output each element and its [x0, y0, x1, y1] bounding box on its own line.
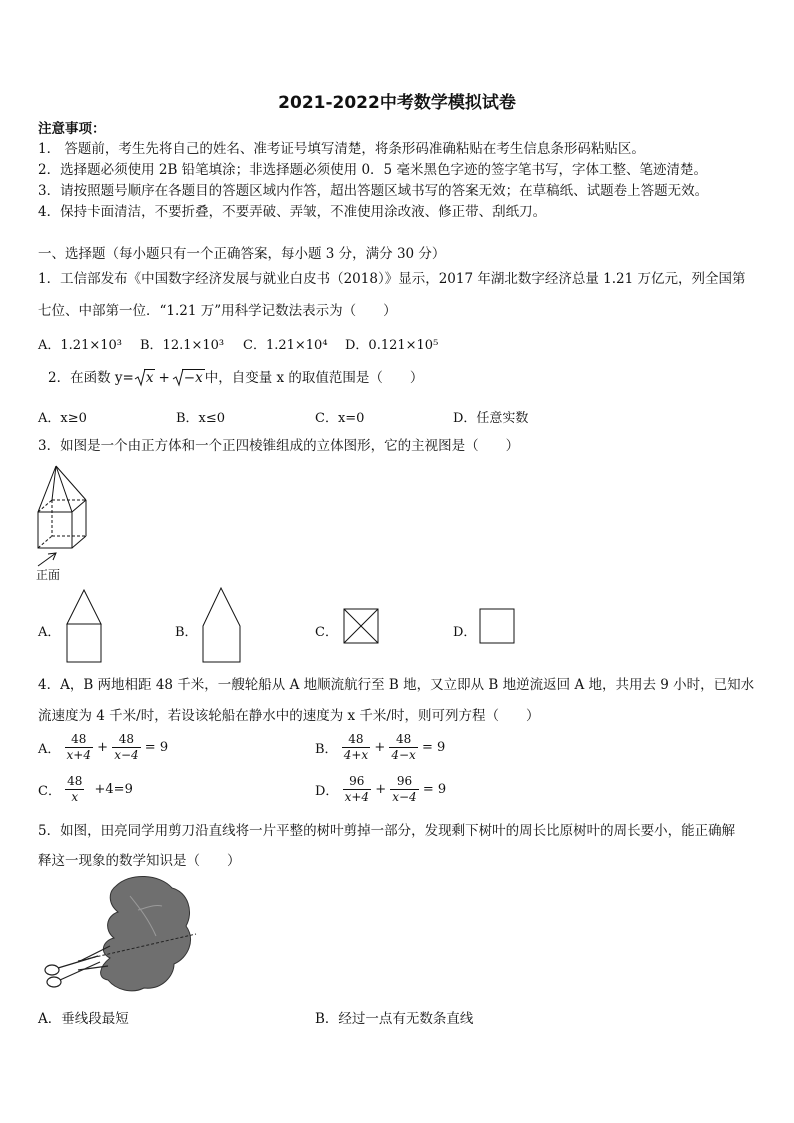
q3-option-a-label: A． — [38, 625, 61, 640]
q3-solid-figure — [34, 462, 94, 582]
q1-option-c: C．1.21×10⁴ — [243, 338, 328, 353]
q3-option-b-label: B． — [175, 625, 198, 640]
q4-option-c: C． $\frac{48}{x}$ +4=9 — [38, 774, 133, 804]
page-title: 2021-2022中考数学模拟试卷 — [278, 93, 516, 113]
q4-option-d: D． $\frac{96}{x+4}$ + $\frac{96}{x-4}$ = 9 — [315, 774, 447, 804]
q2-prefix: 2．在函数 y= — [48, 370, 134, 386]
notes-item-2: 2．选择题必须使用 2B 铅笔填涂；非选择题必须使用 0．5 毫米黑色字迹的签字笔书写，字体工整、笔迹清楚。 — [38, 162, 707, 178]
q3-option-d-label: D． — [453, 625, 477, 640]
radical-sign-icon — [173, 368, 183, 386]
scissors-icon — [45, 946, 110, 987]
q1-line2: 七位、中部第一位．“1.21 万”用科学记数法表示为（ ） — [38, 303, 397, 319]
q2-suffix: 中，自变量 x 的取值范围是（ ） — [204, 370, 424, 386]
q3-option-a-figure — [66, 588, 106, 668]
q5-leaf-scissors-figure — [38, 866, 198, 1001]
q4-option-b: B． $\frac{48}{4+x}$ + $\frac{48}{4-x}$ = 9 — [315, 732, 446, 762]
q5-line1: 5．如图，田亮同学用剪刀沿直线将一片平整的树叶剪掉一部分，发现剩下树叶的周长比原树叶的周长要小，能正确解 — [38, 823, 736, 839]
notes-item-1: 1． 答题前，考生先将自己的姓名、准考证号填写清楚，将条形码准确粘贴在考生信息条形码粘贴区。 — [38, 141, 645, 157]
q2-stem — [48, 369, 423, 387]
notes-item-3: 3．请按照题号顺序在各题目的答题区域内作答，超出答题区域书写的答案无效；在草稿纸、试题卷上答题无效。 — [38, 183, 709, 199]
notes-item-4: 4．保持卡面清洁，不要折叠，不要弄破、弄皱，不准使用涂改液、修正带、刮纸刀。 — [38, 204, 547, 220]
q2-option-a: A．x≥0 — [38, 411, 87, 426]
q1-line1: 1．工信部发布《中国数字经济发展与就业白皮书（2018）》显示，2017 年湖北数字经济总量 1.21 万亿元，列全国第 — [38, 271, 746, 287]
q1-option-b: B．12.1×10³ — [140, 338, 225, 353]
radical-sign-icon — [135, 368, 145, 386]
q5-option-a: A．垂线段最短 — [38, 1011, 129, 1027]
q5-option-b: B．经过一点有无数条直线 — [315, 1011, 474, 1027]
q2-option-b: B．x≤0 — [176, 411, 226, 426]
q2-option-d: D．任意实数 — [453, 411, 529, 426]
q5-line2: 释这一现象的数学知识是（ ） — [38, 853, 241, 869]
q4-line1: 4．A，B 两地相距 48 千米，一艘轮船从 A 地顺流航行至 B 地，又立即从 B 地逆流返回 A 地，共用去 9 小时，已知水 — [38, 677, 755, 693]
q3-option-c-figure — [343, 608, 383, 648]
section-heading: 一、选择题（每小题只有一个正确答案，每小题 3 分，满分 30 分） — [38, 246, 446, 262]
notes-heading: 注意事项： — [38, 121, 106, 137]
leaf-shape — [101, 876, 191, 990]
q4-option-a: A． $\frac{48}{x+4}$ + $\frac{48}{x-4}$ = 9 — [38, 732, 169, 762]
q3-front-label: 正面 — [36, 568, 61, 582]
q3-option-b-figure — [202, 586, 246, 666]
q2-option-c: C．x=0 — [315, 411, 365, 426]
q1-option-a: A．1.21×10³ — [38, 338, 122, 353]
q3-option-d-figure — [479, 608, 519, 648]
q1-option-d: D．0.121×10⁵ — [345, 338, 439, 353]
q3-option-c-label: C． — [315, 625, 338, 640]
q3-stem: 3．如图是一个由正方体和一个正四棱锥组成的立体图形，它的主视图是（ ） — [38, 438, 520, 454]
q4-line2: 流速度为 4 千米/时，若设该轮船在静水中的速度为 x 千米/时，则可列方程（ ） — [38, 708, 540, 724]
q2-plus: + — [158, 370, 170, 386]
sqrt-neg-x: −x — [173, 369, 205, 387]
sqrt-x: x — [135, 369, 156, 387]
